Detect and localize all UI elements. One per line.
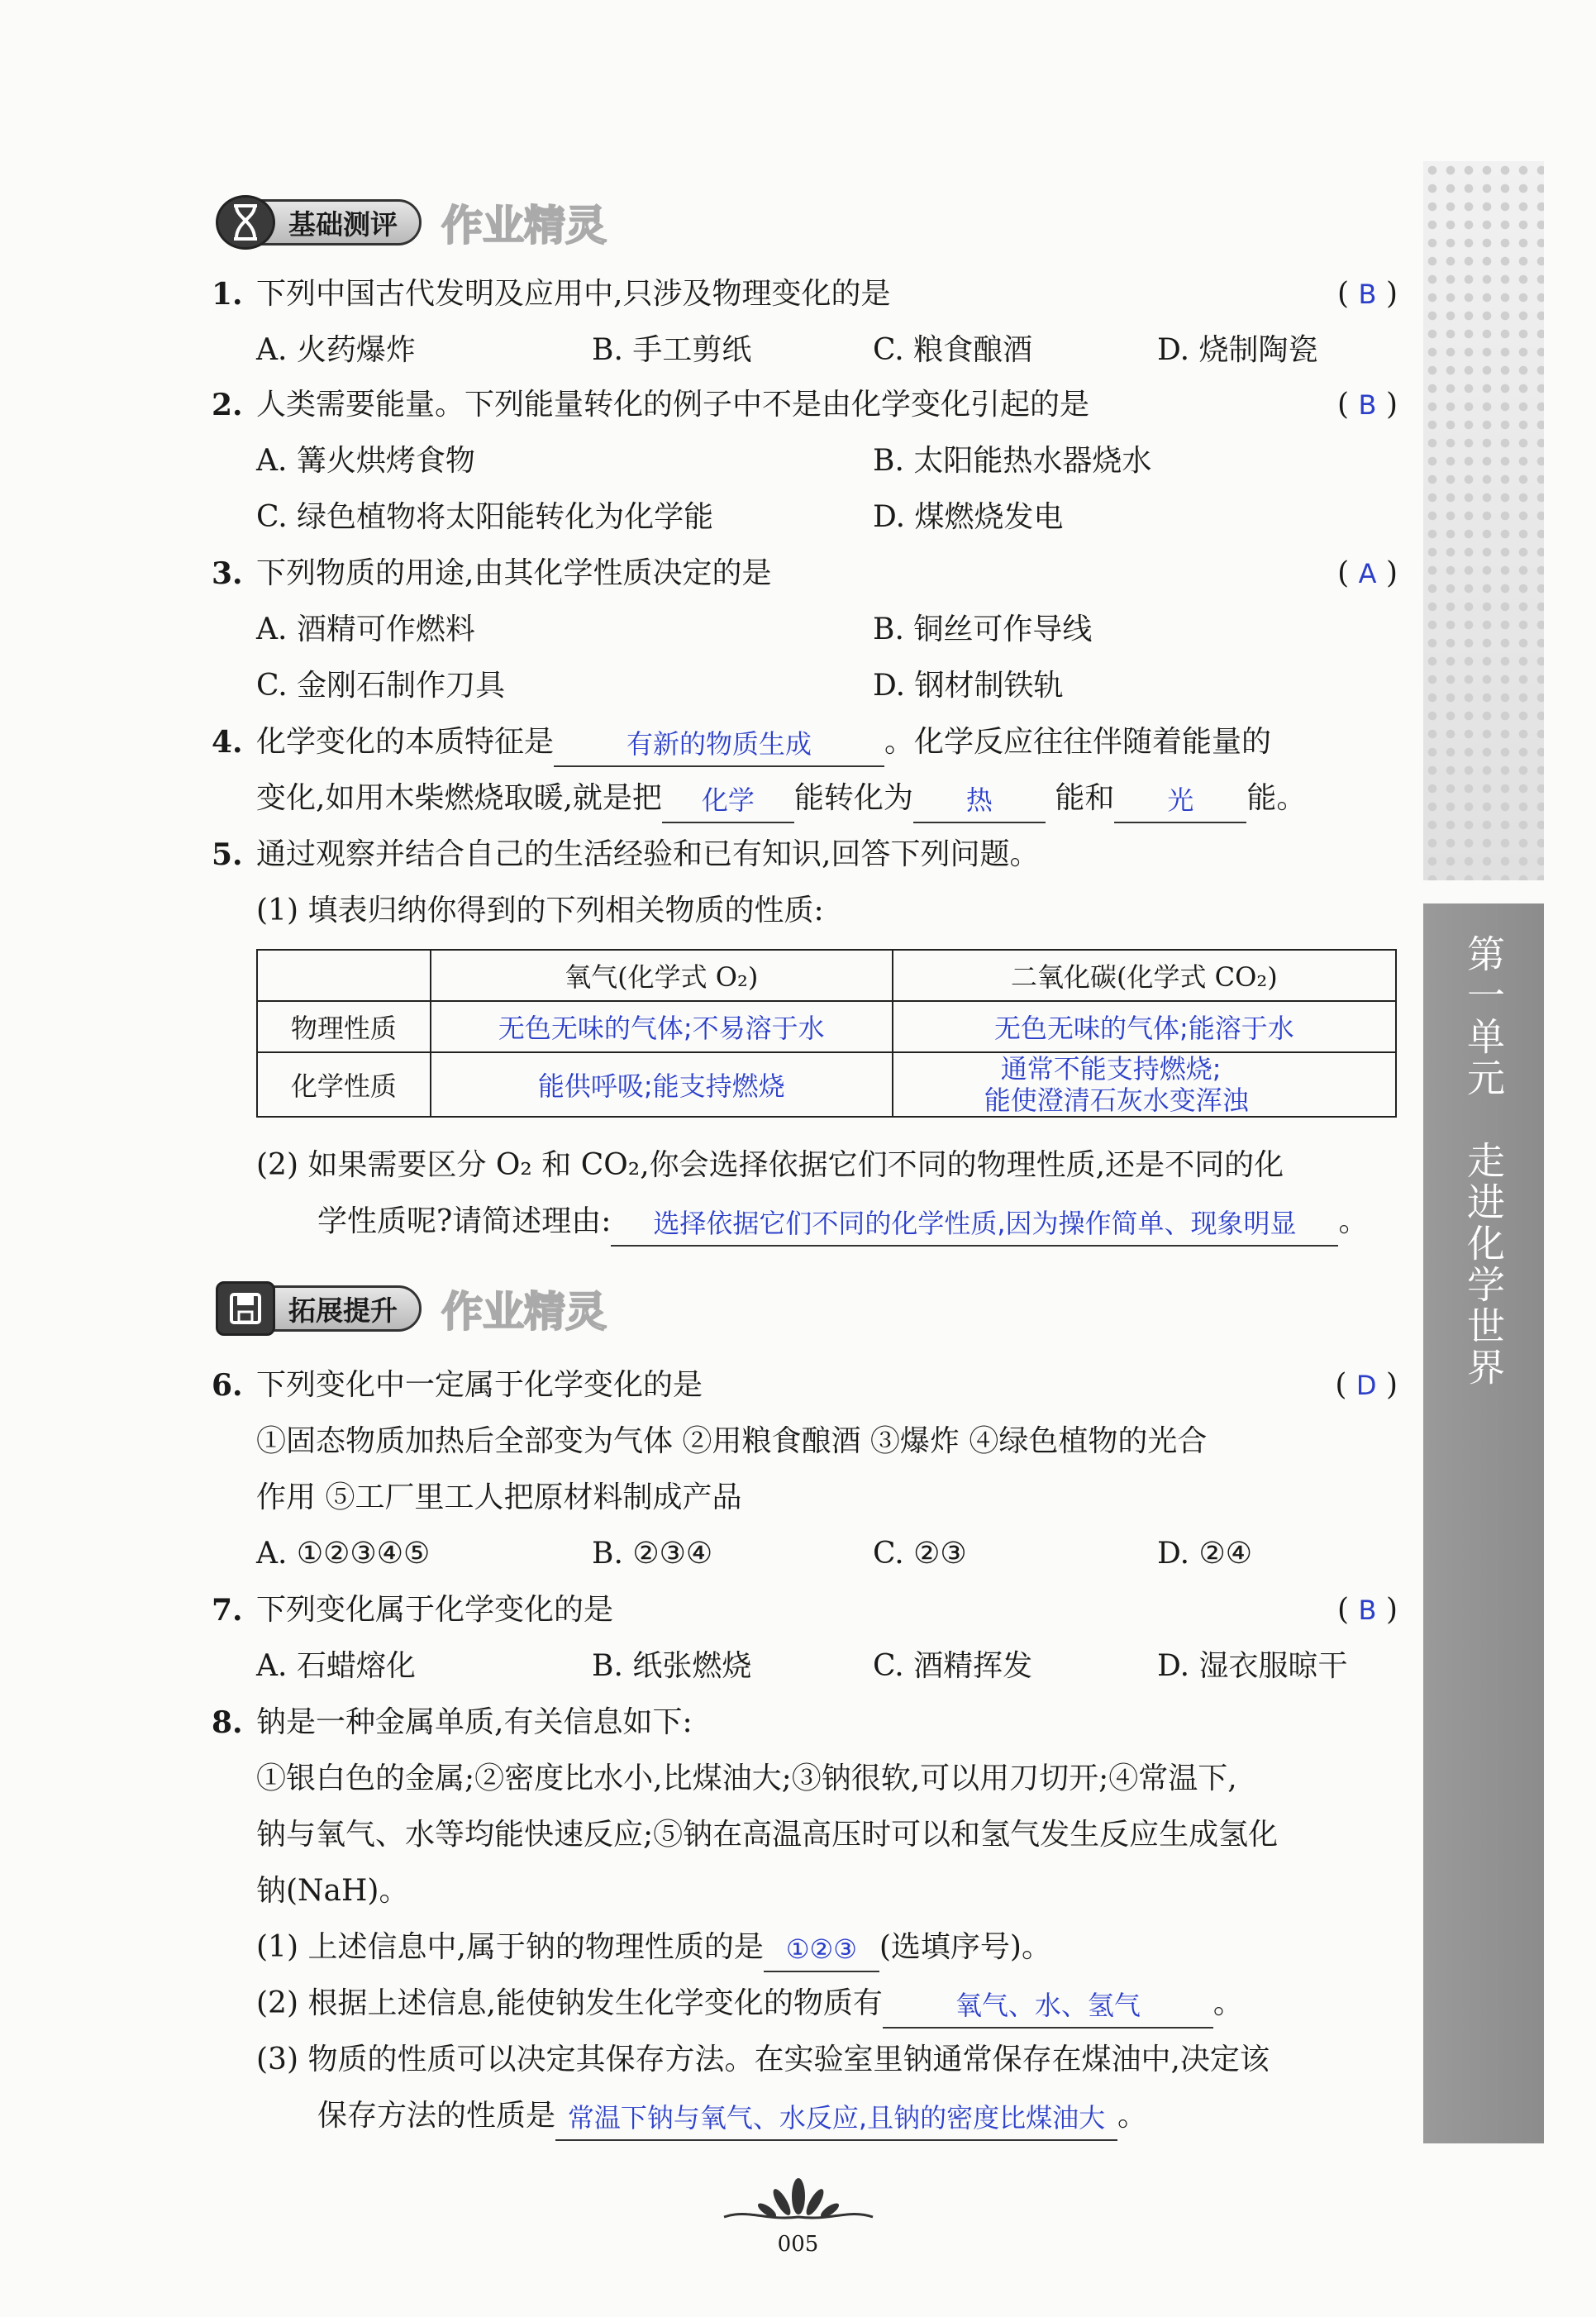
question-stem: 钠是一种金属单质,有关信息如下:	[256, 1705, 693, 1739]
option-d: D. 湿衣服晾干	[1157, 1649, 1348, 1683]
text: 。化学反应往往伴随着能量的	[884, 725, 1272, 759]
text: 。	[1117, 2099, 1148, 2133]
watermark-text: 作业精灵	[441, 201, 607, 250]
option-b: B. 铜丝可作导线	[873, 613, 1093, 646]
option-a: A. 酒精可作燃料	[256, 613, 475, 646]
option-a: A. 石蜡熔化	[256, 1649, 416, 1683]
handwritten-answer: B	[1358, 1595, 1377, 1626]
handwritten-answer: B	[1358, 389, 1377, 421]
handwritten-answer: 常温下钠与氧气、水反应,且钠的密度比煤油大	[567, 2102, 1106, 2133]
handwritten-answer: 选择依据它们不同的化学性质,因为操作简单、现象明显	[653, 1208, 1297, 1239]
answer-paren: ( B )	[1337, 277, 1398, 311]
handwritten-answer: 化学	[701, 784, 755, 816]
sub-question: (1) 填表归纳你得到的下列相关物质的性质:	[256, 894, 824, 927]
sub-question: (3) 物质的性质可以决定其保存方法。在实验室里钠通常保存在煤油中,决定该	[256, 2043, 1270, 2076]
question-number: 3.	[212, 556, 243, 591]
question-number: 8.	[212, 1705, 243, 1740]
question-text: ①银白色的金属;②密度比水小,比煤油大;③钠很软,可以用刀切开;④常温下,	[256, 1762, 1237, 1795]
column-header: 二氧化碳(化学式 CO₂)	[893, 950, 1396, 1001]
handwritten-answer: 无色无味的气体;能溶于水	[993, 1013, 1294, 1044]
option-c: C. 绿色植物将太阳能转化为化学能	[256, 500, 714, 534]
option-a: A. 篝火烘烤食物	[256, 444, 475, 478]
handwritten-answer: D	[1355, 1370, 1377, 1401]
handwritten-answer: ①②③	[785, 1933, 857, 1965]
answer-paren: ( A )	[1337, 556, 1398, 590]
question-number: 1.	[212, 277, 243, 312]
text: (1) 上述信息中,属于钠的物理性质的是	[256, 1930, 764, 1964]
fill-in-line	[256, 1979, 1243, 2029]
table-header-row	[257, 950, 1396, 1001]
text: 变化,如用木柴燃烧取暖,就是把	[256, 781, 662, 815]
option-d: D. 煤燃烧发电	[873, 500, 1064, 534]
text: 能。	[1246, 781, 1307, 815]
table-cell	[431, 1001, 893, 1052]
option-c: C. 金刚石制作刀具	[256, 669, 506, 703]
handwritten-answer: 能使澄清石灰水变浑浊	[984, 1085, 1249, 1116]
section-header-basic	[217, 195, 607, 250]
option-c: C. 酒精挥发	[873, 1649, 1033, 1683]
sidebar-unit-title	[1455, 934, 1513, 1389]
text: 保存方法的性质是	[317, 2099, 556, 2133]
option-d: D. 钢材制铁轨	[873, 669, 1064, 703]
text: 能转化为	[793, 781, 913, 815]
question-number: 6.	[212, 1368, 243, 1403]
option-b: B. ②③④	[592, 1537, 713, 1571]
answer-blank	[1114, 782, 1246, 823]
handwritten-answer: 热	[965, 784, 993, 816]
answer-paren: ( B )	[1337, 1593, 1398, 1627]
answer-blank	[662, 782, 794, 823]
row-header: 物理性质	[257, 1001, 431, 1052]
text: 学性质呢?请简述理由:	[317, 1204, 612, 1238]
table-corner	[257, 950, 431, 1001]
question-number: 4.	[212, 725, 243, 760]
question-stem: 通过观察并结合自己的生活经验和已有知识,回答下列问题。	[256, 837, 1040, 871]
fill-in-line	[317, 2091, 1147, 2141]
question-number: 7.	[212, 1593, 243, 1628]
section-title-pill	[217, 1285, 422, 1332]
sidebar-dot-pattern	[1423, 161, 1544, 880]
handwritten-answer: 氧气、水、氢气	[955, 1990, 1141, 2021]
option-b: B. 手工剪纸	[592, 333, 752, 367]
properties-table	[256, 949, 1397, 1118]
question-stem: 人类需要能量。下列能量转化的例子中不是由化学变化引起的是	[256, 388, 1090, 422]
text: 能和	[1055, 781, 1115, 815]
section-title: 拓展提升	[288, 1294, 398, 1327]
question-number: 5.	[212, 837, 243, 872]
table-row	[257, 1052, 1396, 1117]
option-c: C. ②③	[873, 1537, 967, 1571]
text: 。	[1212, 1986, 1243, 2020]
section-title-pill	[217, 199, 422, 246]
option-a: A. 火药爆炸	[256, 333, 416, 367]
option-a: A. ①②③④⑤	[256, 1537, 431, 1571]
sub-question: (2) 如果需要区分 O₂ 和 CO₂,你会选择依据它们不同的物理性质,还是不同的化	[256, 1148, 1284, 1182]
answer-blank	[611, 1205, 1338, 1247]
handwritten-answer: 能供呼吸;能支持燃烧	[537, 1070, 785, 1102]
row-header: 化学性质	[257, 1052, 431, 1117]
question-text: 钠与氧气、水等均能快速反应;⑤钠在高温高压时可以和氢气发生反应生成氢化	[256, 1818, 1279, 1852]
question-text: ①固态物质加热后全部变为气体 ②用粮食酿酒 ③爆炸 ④绿色植物的光合	[256, 1424, 1208, 1458]
leaf-ornament-icon	[716, 2176, 881, 2225]
column-header: 氧气(化学式 O₂)	[431, 950, 893, 1001]
section-header-extend	[217, 1281, 607, 1336]
question-stem: 下列物质的用途,由其化学性质决定的是	[256, 556, 772, 590]
answer-blank	[883, 1987, 1213, 2029]
option-b: B. 纸张燃烧	[592, 1649, 752, 1683]
question-stem: 下列中国古代发明及应用中,只涉及物理变化的是	[256, 277, 891, 311]
floppy-disk-icon	[216, 1281, 275, 1336]
answer-blank	[764, 1931, 879, 1972]
answer-blank	[555, 2100, 1117, 2141]
answer-blank	[554, 726, 884, 767]
table-cell	[893, 1052, 1396, 1117]
table-row	[257, 1001, 1396, 1052]
fill-in-line	[317, 1197, 1368, 1247]
footer-ornament	[0, 2176, 1596, 2229]
text: (2) 根据上述信息,能使钠发生化学变化的物质有	[256, 1986, 883, 2020]
text: 。	[1338, 1204, 1369, 1238]
text: (选填序号)。	[879, 1930, 1051, 1964]
fill-in-line	[256, 1923, 1051, 1972]
handwritten-answer: 通常不能支持燃烧;	[1000, 1053, 1222, 1085]
answer-blank	[913, 782, 1046, 823]
section-title: 基础测评	[288, 207, 398, 241]
answer-paren: ( D )	[1335, 1368, 1398, 1402]
question-text: 钠(NaH)。	[256, 1874, 409, 1908]
question-number: 2.	[212, 388, 243, 422]
handwritten-answer: 有新的物质生成	[626, 728, 812, 760]
fill-in-line	[256, 718, 1271, 767]
answer-paren: ( B )	[1337, 388, 1398, 422]
question-stem: 下列变化属于化学变化的是	[256, 1593, 614, 1627]
question-text: 作用 ⑤工厂里工人把原材料制成产品	[256, 1480, 742, 1514]
unit-number: 第一单元	[1461, 934, 1506, 1099]
handwritten-answer: 光	[1167, 784, 1194, 816]
watermark-text: 作业精灵	[441, 1287, 607, 1336]
fill-in-line	[256, 774, 1306, 823]
table-cell	[431, 1052, 893, 1117]
hourglass-icon	[216, 195, 275, 250]
page-number: 005	[777, 2232, 819, 2257]
handwritten-answer: 无色无味的气体;不易溶于水	[498, 1013, 825, 1044]
handwritten-answer: A	[1358, 558, 1377, 589]
option-d: D. 烧制陶瓷	[1157, 333, 1318, 367]
option-d: D. ②④	[1157, 1537, 1253, 1571]
unit-name: 走进化学世界	[1461, 1141, 1506, 1389]
question-stem: 下列变化中一定属于化学变化的是	[256, 1368, 703, 1402]
option-c: C. 粮食酿酒	[873, 333, 1033, 367]
handwritten-answer: B	[1358, 279, 1377, 310]
option-b: B. 太阳能热水器烧水	[873, 444, 1152, 478]
text: 化学变化的本质特征是	[256, 725, 555, 759]
table-cell	[893, 1001, 1396, 1052]
